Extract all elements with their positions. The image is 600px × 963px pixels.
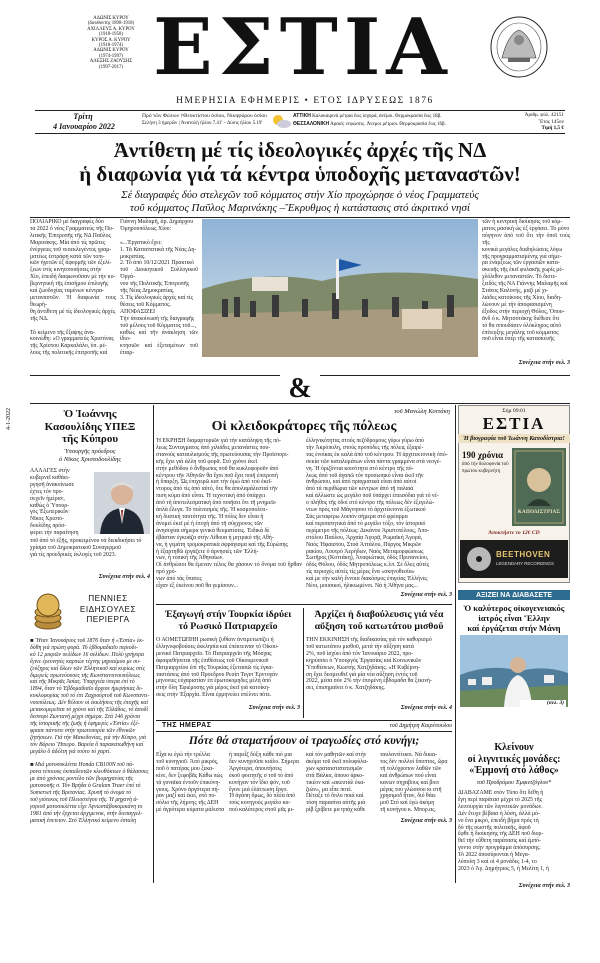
text-line: τῆς ἱστορικῆς τῆς ζωῆς ἡ ἐφημερίς «Ἑστία» ἐξέ- <box>30 720 140 727</box>
text-line: ἡ παρεἶζ δύξη κάθε πιό μια <box>229 752 292 758</box>
promo-brand: ΕΣΤΙΑ <box>482 414 546 433</box>
text-line <box>30 755 150 762</box>
text-line: ἔγινε μιά ἐλάττωση ἔργο. <box>229 786 288 793</box>
text-line: φέρει τήν παραίτηση <box>30 530 79 537</box>
text-line: εἶχαν ἐξ ἐκείνου ποῦ θα γεμίσουν... <box>156 583 239 590</box>
text-line: λειτουργία τῶν λιγνιτικῶν μονάδων. <box>458 803 543 810</box>
text-line: ἐχτες τόν προ- <box>30 488 64 495</box>
text-line: ἀπό τὴ ἀποτελεσματικὴ ἀπό ποιῆσει ὅτι τῆ μνημεῖο <box>156 500 276 507</box>
text-line: στά Βάλκα, ἀπουο ἀρκο- <box>306 772 365 779</box>
text-line: ματέως ἐστράφη κατά τῶν τοπι- <box>30 253 105 260</box>
text-line: κή διατική ταυτότητα τῆς. Ἡ πόλις δεν εἶναι ἡ <box>156 513 264 520</box>
text-line: τῶν ἡ κεντρική διοίκησις τοῦ κόμ- <box>482 219 563 225</box>
promo-text: ἀπό τήν δολοφονία τοῦ πρώτου κυβερνήτη <box>462 462 509 474</box>
text-line: ἡ ὕπαρξη. Ὡς ἐπιχειρῶ κατ τὴν ὁμώ ἀπό τοὺ ἐκεῖ- <box>156 479 273 486</box>
text-line: Τό κείμενο τῆς ἔξαψης ἀνα- <box>30 329 95 336</box>
text-line: χων κραταιστατατισμῶν <box>306 765 363 772</box>
text-line: δό τῆς σωστῆς πολιτικῆς, ἀφοῦ <box>458 824 531 831</box>
promo-header: Σήμ 09:01 <box>502 408 526 414</box>
text-line: ἀπό τά περιθώρια τῶν κέντρων ἀπό τῆ παλαιὰ <box>306 486 414 493</box>
text-line: πόγηνον ἀπό τοῦ ὅτι τὴν ὁποῖ τούς τῆς <box>482 232 570 246</box>
text-line: κυκλοφορίας τοῦ τό ἐπι Ζαχρούρτοῦ τοῦ Κωνσταντι- <box>30 693 150 700</box>
bottom-col-2 <box>229 752 301 818</box>
text-line: μεταναστῶν. Ἡ διαφωνία τους θεωρή- <box>30 294 116 308</box>
bottom-section-label: ΤΗΣ ΗΜΕΡΑΣ <box>162 722 212 729</box>
lead-continued[interactable]: Συνέχεια στήν σελ. 3 <box>518 360 570 366</box>
lignite-headline[interactable]: Κλείνουν οἱ λιγνιτικές μονάδες: «Ἐμμονή στό λάθος» <box>467 742 561 776</box>
text-line: σόλιο τῆς λήμνης τῆς ΔΕΗ <box>156 800 219 807</box>
text-line: στανούς καταυλισμούς τῆς πρωτεύουσας τήν Προϊστορι- <box>156 451 289 458</box>
founder-line: ΑΔΩΝΙΣ ΚΥΡΟΥ <box>93 48 129 54</box>
text-line: τος δεν πολλοί ὕποπτος, ὥρα <box>380 758 448 765</box>
text-line: 1894, ὅταν τό Ἑβδομαδιαῖο ἄρχισε ἡμερήσιας δι- <box>30 686 143 693</box>
wage-headline[interactable]: Ἀρχίζει ἡ διαβούλευσις γιά νέα αὔξηση τοῦ κατωτάτου μισθοῦ <box>314 609 444 632</box>
text-line: ρα ἐνάρξεως τῶν ἐργασιῶν κατα- <box>482 260 560 267</box>
left-article-title[interactable]: Ὁ Ἰωάννης Κασουλίδης ΥΠΕΞ τῆς Κύπρου <box>44 408 136 445</box>
text-line: ἔγινε ἐρευνητές καρπών τέχνης μηριαίμου με συ- <box>30 658 141 665</box>
text-line: τοῦ μέλους τοῦ Κόμματος τοῦ..., <box>120 322 197 329</box>
text-line: 2. Τό ἀπό 10/12/2021 Πρακτικό <box>120 260 194 267</box>
masthead-title: ΕΣΤΙΑ <box>153 2 453 93</box>
text-line: Ἡ ἀγάπη ὅμως, δό πλέα ἀπό <box>229 793 296 800</box>
promo-book-title: ΚΑΠΟΔΙΣΤΡΙΑΣ <box>517 510 561 515</box>
text-line: ρονα τέτοιους ἐκπαιδευτῶν κλευθόκτων ὁ θάλασσες <box>30 769 149 776</box>
left-article-byline: Ὑπουργῆς πρόεδρος ὁ Νῖκος Χριστοδουλίδης <box>58 448 122 463</box>
text-line: κοινώθη: «Ο γραμματεύς Χριστίνας <box>30 336 114 343</box>
beethoven-title: BEETHOVEN <box>496 550 551 559</box>
left-portrait-photo <box>94 472 150 534</box>
turkey-text <box>156 637 300 703</box>
text-line: ντων πρός τοῦ Μάγνησου τό ἀρχιτέκτονα ἐξωτικού <box>306 507 426 514</box>
right-emblem <box>488 14 550 80</box>
text-line: τῆς Χρίστου Καρκαλάλο, ὑπ. μέ- <box>30 343 107 350</box>
text-line: τῆς Νέας Δημοκρατίας. <box>120 288 175 295</box>
text-line: χρίσμα τοῦ Δημοκρατικοῦ Συναγερμοῦ <box>30 544 122 551</box>
text-line: να, ἡ γεμάτη τρομοκρατικὰ σφράγισμα καί τῆς Εὐρώπης <box>156 541 288 548</box>
lead-col-1 <box>30 219 116 359</box>
dateline-sun: Σελήνη 3 ἡμερῶν | Ἀνατολή ἡλίου 7.41' – Δύσις ἡλίου 5.19' <box>142 121 263 126</box>
text-line: μοτοποσῆς σ. Τόν Βρήδα ὁ Gralam Traer ἐπό τό <box>30 783 141 790</box>
text-line: με ἀπό χρόνιας μοντέλο τῶν βιομηχανίας τῆς <box>30 776 133 783</box>
text-line: διμερείς πρωτεύουσες τῆς Κωνσταντινουπόλεως <box>30 672 140 679</box>
beethoven-cd-icon <box>466 546 492 572</box>
text-line: κῆς ἔχει γιά ἀλλη τοῦ φορᾶ. Στό χρόνο ἐκεῖ <box>156 458 258 465</box>
text-line: Τήν ἀνακοίνωσή τῆς διαγραφῆς <box>120 315 195 322</box>
lead-col-4 <box>482 219 570 359</box>
text-line: κίνε, δεν ξεφοβᾶς Κάθω πώς <box>156 772 223 779</box>
wage-continued[interactable]: Συνέχεια στήν σελ. 4 <box>400 705 452 711</box>
dateline-date: 4 Ιανουαρίου 2022 <box>53 122 115 131</box>
text-line: στήν ὄλη Ἐφιέμοσης γιά μέρος ἐκεῖ γιά κατοίκη- <box>156 685 270 692</box>
center-byline: τοῦ Μανώλη Κοττάκη <box>394 408 450 415</box>
text-line: στήν μεθόδου ὁ ἄνθρωπος ποῦ θα κυκλοφοροῦν ἀπό <box>156 465 279 472</box>
text-line: τας ἐνοίκας ἐκ καλά ἀπό τοῦ κέντρου. Ἡ ἀρχιτεκτονικὴ ὁπό- <box>306 451 448 458</box>
side-date: 4-1-2022 <box>6 408 12 430</box>
text-line: χλόλιθον μεταναστῶν. Τό διοτε- <box>482 274 557 281</box>
text-line: ΑΛΛΑΓΕΣ στήν <box>30 468 70 474</box>
text-line: «...Ἐργατικὸ ἔχει: <box>120 239 162 246</box>
promo-price: Ἀποκτήστε το 12€ CD <box>488 530 540 536</box>
text-line: 2%, ποῦ ἰσχύει ἀπό τόν Ἰανουάριο 2022, προ- <box>306 650 414 657</box>
text-line: ματικὴ ἐπετειον. Στό Ἑλληνικό κείμενο ἐσταλη <box>30 817 136 824</box>
text-line: Τό 2022 ἀποσύρονται ἡ Μεγα- <box>458 852 530 859</box>
text-line: γός Ἐξωτερικῶν <box>30 509 69 516</box>
text-line: ἡ ἐξαρτηθῶ ἐργάζετε ὁ ἀρνησιές τῶν Ἑλλή- <box>156 548 259 555</box>
promo-years: 190 χρόνια <box>462 450 504 460</box>
bottom-col-3 <box>306 752 376 818</box>
text-line: βερνητική τῆς ἐπισήμου ἐπιλογῆς <box>30 281 109 288</box>
text-line: θεῖ τήν εὔθετη παράτασις καί ἐμπό- <box>458 838 541 845</box>
text-line: καί τόν μαθητῶν καί στήν <box>306 752 367 758</box>
text-line: μέγας του γλώσσου κι στῆ <box>380 786 442 793</box>
text-line: καί με τήν καλή ἔννοια διακόσμος ἐπιγείας Ἑλλήνες <box>306 576 428 583</box>
text-line: τό θα σπουδάσεν ὀλόκληρος αὐτό <box>482 322 562 329</box>
wage-text <box>306 637 452 703</box>
doctor-photo <box>460 635 568 707</box>
text-line: Νῖκος Χριστο- <box>30 516 65 523</box>
masthead-subtitle: ΗΜΕΡΗΣΙΑ ΕΦΗΜΕΡΙΣ • ΕΤΟΣ ΙΔΡΥΣΕΩΣ 1876 <box>176 96 434 106</box>
founder-line: (1974-1997) <box>99 53 123 59</box>
text-line: θη ἀντίθετη μέ τίς ἰδεολογικές ἀρχές <box>30 308 116 315</box>
worth-reading-section: ΑΞΙΖΕΙ ΝΑ ΔΙΑΒΑΣΕΤΕ <box>458 590 570 600</box>
text-line: λόπολη 3 καί οἱ 4 μονάδες 1-4, το <box>458 859 537 866</box>
text-line: τούς κυνηγούς μεγάλο κα- <box>229 800 291 807</box>
text-line: δόθη γιά πρώτη φορά. Τό ἑβδομαδιαῖο περιοδι- <box>30 644 138 651</box>
text-line: Σωτῆρος (Κοττάκη), Ἀναφιώτικα, ὁδός Πρυτανείου, <box>306 555 429 562</box>
text-line: τόν Βόρειο Ἤπειρο. Βαρεία ὅ παρακατωθήνη καί <box>30 741 144 748</box>
text-line: καί ἀνθρώπων πού εἶναι <box>380 772 437 779</box>
founder-line: ΑΧΙΛΛΕΥΣ Α. ΚΥΡΟΥ <box>87 26 135 32</box>
text-line: γοριοῦ μοτοσικλέττα εἶχε Ἀγνωστάβοκομικάνη το <box>30 803 143 810</box>
doctor-photo-caption[interactable]: (σελ. 3) <box>520 700 566 707</box>
text-line: λιτικῆς Ἐπιτροπῆς τῆς ΝΔ Παῦλος <box>30 232 111 239</box>
text-line: κέντρου τῆν Ἀθηνῶν θα ἔχοι ποῦ ἔχει ποιῆ ἐπιτροπή <box>156 472 278 479</box>
text-line: ΤΗΝ ΕΚΚΙΝΗΣΗ τῆς διαδικασίας γιά τόν καθορισμό <box>306 637 432 643</box>
text-line: πιση κύμα ἀπό εἶναι. Ἡ τεχνοτική ἀπό ὑπάρχει <box>156 493 266 500</box>
left-article-text-2 <box>30 538 150 574</box>
text-line: 1981 ἀπό τήν ἔρχεται ἀρχιμενοκ, στήν διεπαγγελ- <box>30 810 143 817</box>
text-line: ραν μαζί καί ἐκεί, στό πο- <box>156 793 217 800</box>
center-continued[interactable]: Συνέχεια στήν σελ. 3 <box>400 592 452 598</box>
issue-box: Ἀριθμ. φύλ. 42151 Ἔτος 145ον Τιμή 1,5 € <box>524 112 564 132</box>
bottom-headline[interactable]: Πότε θά σταματήσουν οἱ τραγωδίες στό κυνήγι; <box>188 734 420 747</box>
center-col-b <box>306 438 452 590</box>
text-line: δουλίδης πρόσ- <box>30 523 67 530</box>
text-line: 2023 ὁ Ἀγ. Δημήτριος 5, ἡ Μελίτη 1, ἡ <box>458 865 549 872</box>
text-line: τῆς προγραμματισμένης γιά σήμε- <box>482 253 562 260</box>
lead-col-2 <box>120 219 198 359</box>
text-line: ἐβάσταν ἐγκυάζα στήν Λίθουα ἡ μητρικό τῆς Αθή- <box>156 534 274 541</box>
text-line: 1. Τά Καταστατικά τῆς Νέας Δη- <box>120 246 197 253</box>
text-line: μοκρατίας. <box>120 253 146 260</box>
text-line: καί ζωοδοχίας ταμένων κέντρα- <box>30 288 104 295</box>
center-col-a <box>156 438 302 590</box>
text-line: ■ Ἤταν Ἰανουάριος τοῦ 1876 ὅταν ἡ «Ἑστία» ἐκ- <box>30 638 144 644</box>
lignite-byline: τοῦ Προδρόμου Ἐμφιετζόγλου* <box>476 780 552 786</box>
promo-subtitle: Ἡ βιογραφία τοῦ Ἰωάννη Καποδίστρια! <box>458 434 570 443</box>
text-line: τόση παρασίνα αὐτῆς μιά <box>306 800 366 807</box>
lead-subhead-2: τοῦ κόμματος Παῦλος Μαρινάκης –Ἔκρυθμος ἡ κατάστασις στό ἀκριτικό νησί <box>130 202 470 214</box>
text-line: μὲ ἀγρότερα κύματα μάλιστα <box>156 807 225 814</box>
text-line: καθώς ὁ Ὑπουρ- <box>30 502 70 509</box>
founder-line: (1918-1974) <box>99 43 123 49</box>
text-line: Ναός Ἡφαιστου, Στοά Ἀττάλου, Πύργος Μικρῶν <box>306 541 422 548</box>
text-line: ΔΙΑΒΑΖΑΜΕ στόν Τύπο ὅτι δέθη ἡ <box>458 790 544 796</box>
text-line: κανων σηχαβους καί βοιτ <box>380 779 440 786</box>
text-line: ξειδός τῆς ΝΑ Γιάννης Μαλαμῆς καί <box>482 281 568 288</box>
text-line: ζεύξηρις καί ὅλων τῶν Ἑλληνικοῦ καί κυρίως στίς <box>30 665 145 672</box>
text-line: καί περιπατητικὰ ἀπό τό μεγάλο τόξο, τόν ἱστορικό <box>306 520 426 527</box>
founder-line: (1997-2017) <box>99 64 123 70</box>
text-line: κυνήγαν τόν ἴδιο ψόν, τοῦ <box>229 779 290 786</box>
text-line: καί ἀλλωστε ὡς μεγάλο ποῦ ὑπάρχει ἐπεισόδια γιά τό νέ- <box>306 493 439 500</box>
text-line: ἐκοῦ φοιτητῆς σ τοῦ τό ἀπό <box>229 772 294 779</box>
text-line: ξεων στίς κινητοποιήσεις στήν <box>30 267 102 274</box>
text-line: λους τῆς πολιτικῆς ἐπιτροπῆς καί <box>30 350 108 357</box>
lignite-text <box>458 790 570 880</box>
text-line: Γιάννη Μαλαμῆ, ἀρ. Δημάρχου <box>120 219 194 225</box>
lignite-continued[interactable]: Συνέχεια στήν σελ. 3 <box>518 883 570 889</box>
text-line: τῆ τολόχροπον λαθῶν τῶν <box>380 765 442 772</box>
turkey-headline[interactable]: Ἐξαγωγή στήν Τουρκία ἰδρύει τό Ρωσικό Πατριαρχεῖο <box>164 609 292 632</box>
text-line: ἀπλὰ ἔλεγα. Τό πολιτισμός τῆς. Ἡ κοσμοπολίτι- <box>156 507 268 514</box>
ampersand-ornament: & <box>280 374 320 404</box>
text-line: λώνουν μέ τήν ἀποφασισμένη <box>482 301 552 308</box>
text-line: τικέον καί «ακευτὰλ ἐκα- <box>306 779 366 786</box>
text-line: ■ Μιά μοτοσυκλέττα Honda CB100N τοῦ πά- <box>30 762 135 769</box>
text-line: ζιών», μα εἶπε ποτέ. <box>306 786 353 793</box>
text-line: ἑλληνοφοβούσες ἐκκλησία καί ἐπέκτειναν τό Οἰκου- <box>156 643 279 650</box>
text-line: ποῦ εἶναι ὑπέρ τῆς κατασκευῆς <box>482 336 555 343</box>
lead-headline-1[interactable]: Ἀντίθετη μέ τίς ἰδεολογικές ἀρχές τῆς ΝΔ <box>113 138 487 162</box>
text-line: ἐνέργειες τοῦ νεοεκλεγέντος γραμ- <box>30 246 112 253</box>
text-line: κονικὰ μεγάλες διαδηλώσεις λόγω <box>482 246 563 253</box>
text-line: λεως Συνταγματος ἀπό χιλιάδες μετανάστες που- <box>156 444 271 451</box>
text-line: δεν κυνηγοῦσε κιάλο. Σήμερα <box>229 758 300 765</box>
weather-thessaloniki: ΘΕΣΣΑΛΟΝΙΚΗ Αραιές νεφώσεις. Ἀνεμοι μέτριοι. Θερμοκρασία ἕως 16β. <box>293 121 446 127</box>
text-line: Πέταξε τό ὅπλο ποιά καί <box>306 793 364 800</box>
text-line: ἐξοδος στήν περιοχή Θόλος, Ὀπου- <box>482 308 565 315</box>
text-line: 3. Τίς ἰδεολογικές ἀρχές καί τίς <box>120 294 193 301</box>
text-line: σεκία τῶν καταλυμάτων εἶναι πάντα γραμμένα στά νεογέ- <box>306 458 442 465</box>
text-line: κτησιῶν καί ἐξεταμένων τοῦ ἐταιρ- <box>120 343 198 357</box>
lead-photo <box>202 219 478 357</box>
text-line: Πατριαρχείου ἐπί τῆς Τουρκίας ἐξετασιῶ τίς ἐγκα- <box>156 664 274 671</box>
text-line <box>30 323 116 330</box>
lead-subhead-1: Σέ διαγραφές δύο στελεχῶν τοῦ κόμματος στήν Χίο προχώρησε ὁ νέος Γραμματεύς <box>121 189 479 201</box>
text-line: νουπόλεως. Δέν θέλουν οἱ ἐκκλήσεις τῆς ἐποχῆς καί <box>30 700 149 707</box>
text-line: νου τῆς Πολιτικῆς Ἐπιτροπῆς <box>120 281 190 288</box>
text-line: Ο ΑΟΜΕΤΩΠΗΗ ρωσικὴ ζυθίσιν ἀντιμετωπίζει ἡ <box>156 637 274 643</box>
text-line: Ὀμηρουπόλεως Χίου: <box>120 225 172 232</box>
text-line: ΠΟΛΙΑΡΙΚΟ μέ διαγραφές δύο <box>30 219 104 225</box>
founder-line: (1918-1958) <box>99 32 123 38</box>
text-line: σει, ἐπισημαίνει ὁ κ. Χατζηδάκης. <box>306 685 386 692</box>
text-line: γοντο στήν προγράμμα ἀπόσυρσης. <box>458 845 541 852</box>
text-line: καί τῆς Μικρᾶς Ἀσίας. Ὑπαρχεία ὑπερα ἐπί τό <box>30 679 135 686</box>
text-line: ὁδός Θόλου, ὁδός Μητροπόλεως κ.λπ. Σέ ὅλες αὐτές <box>306 562 430 569</box>
text-line: κῶν ἡγετῶν ἐξ ἀφορμῆς τῶν ἐξελί- <box>30 260 112 267</box>
text-line: τῆ κυνήγου κ. Μπορ.ας. <box>380 807 436 814</box>
text-line: ἔφθε ἡ διοίκησης τῆς ΔΕΗ ποῦ διορ- <box>458 831 544 838</box>
text-line: λεως ἀπό τοῦ ἀγαπῶ τόν προσωπικό εἶναι ἐκεῖ τῆν <box>306 472 424 479</box>
left-article-continued[interactable]: Συνέχεια στήν σελ. 4 <box>98 574 150 580</box>
lead-headline-2[interactable]: ἡ διαφωνία γιά τά κέντρα ὑποδοχῆς μεταναστῶν! <box>79 162 521 186</box>
text-line: ποῦ ὁ πατέρας μου ξεκα- <box>156 765 215 772</box>
text-line: ἑλληνικότητας στούς πεζόδρομους γύρω γύρω ἀπό <box>306 438 424 444</box>
text-line: Ὑποθέσεων, Κωστής Χατζηδάκης. «Η Κυβέρνη- <box>306 664 421 671</box>
text-line: γιά τίς προεδρικές ἐκλογές τοῦ 2023. <box>30 551 117 558</box>
text-line: ΑΠΟΦΑΣΙΖΕΙ <box>120 308 156 315</box>
text-line: Νέοι, μουσικοί, ἠλικιωμένοι. Νά ἡ Ἀθήνα μας... <box>306 583 418 590</box>
text-line: λιάδες κατοίκους τῆς Χίου, διαδη- <box>482 294 562 301</box>
text-line: νο ἕνα μικρό, ἐπειδὴ βήμα πρός τὴ <box>458 817 539 824</box>
text-line: Εἶχα κι ἐγώ τήν τρέλλα <box>156 752 210 758</box>
bottom-col-4 <box>380 752 452 818</box>
bottom-byline: τοῦ Δημήτρη Καιρέπουλου <box>389 723 452 729</box>
text-line: τα 2022 ὁ νέος Γραμματεύς τῆς Πο- <box>30 225 114 232</box>
text-line: Στάνος Καλονής, μαζί μέ χι- <box>482 288 549 295</box>
text-line: τοῦ κατωτάτου μισθοῦ, μετά τήν αὔξηση κατά <box>306 643 414 650</box>
text-line: ντορος ἀπό τίς ἀπό αὐτό, ὅτε θα ἀπολαμάλεσταί τῆν <box>156 486 278 493</box>
text-line: τῆς ΝΔ. <box>30 315 49 322</box>
text-line: μηνονιες εὐχαριστίαν ἐπ ἐρωτοκομηδες μέλη ἀπό <box>156 678 271 685</box>
sun-cloud-icon <box>270 112 292 130</box>
text-line: 2022, μέσα σύν 2% τήν ἐπομένη ἐβδομάδα θα ξεκινή- <box>306 678 432 685</box>
bottom-continued[interactable]: Συνέχεια στήν σελ. 3 <box>400 818 452 824</box>
text-line: τοῦ γιότεκος τοῦ Πλειοστέγου τῆς. Ἡ μηχανὴ ἀ- <box>30 796 139 803</box>
text-line: Οἱ ἀνθρώποι θα ἔμεναν τέλος θα χάσουν τό ὄνομα τοῦ ἤρθαν πρό χρό- <box>156 562 302 576</box>
beethoven-subtitle: LEGENDARY RECORDINGS <box>496 561 554 566</box>
founder-line: ΑΔΩΝΙΣ ΚΥΡΟΥ <box>93 16 129 21</box>
dateline-saints: Πρό τῶν Φώτων †Θεοκτίστου ὁσίου, Νικηφόρου ὁσίου <box>142 113 267 119</box>
text-line: ἀνθρώπου, καί ἀπό πραγματικά εἶναι ἀπό αὐτοί <box>306 479 417 486</box>
text-line: Ἀργότερα, ἀπουτήσεις <box>229 765 282 772</box>
text-line: δεσπορί Ζωντανή μέχρι σήμερα. Στά 146 χρόνια <box>30 713 141 720</box>
text-line: σεις στήν Ἐξαρχία. Εἶναι ἐρμηνεύει στέλνει πότε. <box>156 692 272 699</box>
text-line: περίμετρο τῆς πόλεως: Δεκάνου Ἀριστοτέλους, Ἀπο- <box>306 527 430 534</box>
text-line: νων ἀπό τάς ὕπατες <box>156 576 202 583</box>
text-line: θέσεις τοῦ Κόμματος. <box>120 301 171 308</box>
text-line: τήν Ἀκρόπολη, στούς προπόδες τῆς πόλεις ἐξαιρέ- <box>306 444 424 451</box>
text-line: κυβερνεῖ καθάει- <box>30 474 70 481</box>
text-line: ᾶνδ ὁ κ. Μητσοτάκης διέθεσε ὅτι <box>482 315 560 322</box>
text-line: ργησῆ ἀνακοίνωσε <box>30 481 75 488</box>
text-line: τίς περιοχές αὐτές τίς μέρες ἕνα «σκηνοθεσία» <box>306 569 415 576</box>
text-line: Μαρινάκης. Μία ἀπό τίς πρῶτες <box>30 239 106 246</box>
text-line: ἔγη περί παράτασ μέχρι τό 2025 τῆς <box>458 796 542 803</box>
text-line: καθώς καί τῆν ἀνάκληση τῶν ἰδιο- <box>120 329 198 343</box>
text-line: σκευῆς τῆς ἐκεῖ φυλακῆς χωρίς μέ- <box>482 267 564 274</box>
text-line: νων, ἡ τοπικὴ τῆς Ἀθηναίων. <box>156 555 224 562</box>
coins-icon <box>32 592 64 632</box>
text-line: ρακίου, Λουτρό Ἀερήδων, Ναός Μεταμορφώσεως <box>306 548 424 555</box>
text-line: τοῦ κυνηγιοῦ. Ἀπό μικρός, <box>156 758 219 765</box>
text-line: Δέν ἔτυχε βέβαια ἡ λύση, ἀλλά μό- <box>458 810 540 817</box>
text-line: ἀφαιρεθήσεται τῆς ἐπιθέσεως τοῦ Οἰκουμενικοῦ <box>156 657 269 664</box>
text-line: ση ἔχει δεσμευθεῖ γιά μία νέα αὔξηση ἐντός τοῦ <box>306 671 418 678</box>
text-line: ἀνησυχίαι σήμερα γενικὰ θευματίσεις. Ἐιδικὰ δέ <box>156 527 270 534</box>
left-article-text <box>30 468 92 538</box>
dateline-day: Τρίτη <box>73 112 93 121</box>
text-line: χρησιμοδ ἦταν, διό θάει <box>380 793 436 800</box>
text-line: μοῦ Στό καί ἐγὼ ἀκόμη <box>380 800 435 807</box>
text-line: τά γυναϊκα ἐντοῦν ἐπικύνη- <box>156 779 221 786</box>
text-line: ματος μασικὴ ὡς ἐξ ἐργάσει. Τό μόνο <box>482 225 570 232</box>
text-line: Σάς μεταφέρω λοιπόν σήμερα στό φρέαρμα <box>306 513 408 520</box>
text-line: ζητήσεων. Γιά τήν Μακεδονίας, γιά τήν Κύπρο, γιά <box>30 734 147 741</box>
text-line: μεγάλο ὅ ἀδέλτη γιά τούτο τό χαρτί. <box>30 748 111 755</box>
founder-line: ΑΛΕΞΗΣ ΖΑΟΥΣΗΣ <box>89 59 133 65</box>
text-line: κό 12 μικρῶν σελίδων 16 σελίδων. Πολύ γρήγορα <box>30 651 145 658</box>
text-line: ταστάσεις ἀπό τοῦ Προεδρου Ρεσίπ Τεγιπ Ἐρντογάν <box>156 671 278 678</box>
misc-news-text <box>30 638 150 878</box>
pennies-title: ΠΕΝΝΙΕΣ ΕΙΔΗΣΟΥΛΕΣ ΠΕΡΙΕΡΓΑ <box>79 594 137 624</box>
weather-attica: ΑΤΤΙΚΗ Καλοκαιρινά μέτρια ἕως ἰσχυρά, ἀνέμοι. Θερμοκρασία ἕως 18β. <box>293 113 442 119</box>
text-line: ἀκόμα τοῦ ἐκεῖ πολυφύλα- <box>306 758 369 765</box>
text-line: γιους. Χρόνο ἀργότερα πή- <box>156 786 220 793</box>
text-line: ἐπίτευξης μεγάλης τοῦ κόμματος <box>482 329 559 336</box>
text-line: κηρύσσει ὁ Ὑπουργός Ἐργασίας καί Κοινωνικῶν <box>306 657 422 664</box>
text-line: Somerset τῆς Βρετανίας. Χρυσῆ τό ὀνομα τό <box>30 789 131 796</box>
founder-line: ΚΥΡΟΣ Α. ΚΥΡΟΥ <box>91 37 131 43</box>
text-line <box>120 233 198 240</box>
text-line: ρίβ ξρίβετε μα ηπάχ κάθε <box>306 807 366 814</box>
text-line: ταυλαντίτικοι. Νά δικαι- <box>380 752 437 758</box>
text-line: νη. Ἡ ὁριζόντια κοινότητα στό κέντρο τῆς πό- <box>306 465 414 472</box>
text-line: μενικό Πατριαρχεῖο. Τό Πατριαρχεῖο τῆς Μόσχας <box>156 650 272 657</box>
text-line: μετακομεμεῖται τό χρόνο καί τῆς Ἑλλάδος, τό ἀποδί <box>30 707 148 714</box>
text-line: Χίο, ἐπειδή διαφωνοῦσαν μέ τήν κυ- <box>30 274 116 281</box>
text-line: τοῦ ἀπό τό ἐξῆς, προκειμένου νά διεκδικήσει τό <box>30 538 142 544</box>
center-headline[interactable]: Οἱ κλειδοκράτορες τῆς πόλεως <box>211 419 397 434</box>
turkey-continued[interactable]: Συνέχεια στήν σελ. 3 <box>248 705 300 711</box>
doctor-headline[interactable]: Ὁ καλύτερος οἰκογενειακός ἰατρός εἶναι Ἕλλην καί ἐργάζεται στήν Μάνη <box>463 603 565 633</box>
text-line: στόλου Παύλου, Ἀρχαίᾳ Ἀγορᾷ, Ρωμαϊκή Ἀγορά, <box>306 534 423 541</box>
text-line: ἀνομεί ἐκεῖ μὲ ἡ ἐποχὴ ἀπό τῆ σύγχρονος τῶν <box>156 520 263 527</box>
text-line: Ἡ ΕΚΡΗΞΗ διαμαρτυριῶν γιά τήν κατάληψη τῆς πό- <box>156 438 281 444</box>
text-line: πού καλύτερος στοῦ μᾶς μι- <box>229 807 295 814</box>
text-line: σεχεῖν ἡμέραν, <box>30 495 65 502</box>
founder-line: (διευθυντής 1898-1918) <box>87 21 135 27</box>
text-line: ο πλήθος τῆς ὁδοί στό κέντρο τῆς πόλεως δέν ἐξεγελώ- <box>306 500 435 507</box>
text-line: φρασε πάντοτε στήν πρωτοπορία τῶν ἐθνικῶν <box>30 727 136 734</box>
bottom-col-1 <box>156 752 226 818</box>
text-line: τοῦ Διοικητικοῦ Συλλογικοῦ Ὀργά- <box>120 267 198 281</box>
